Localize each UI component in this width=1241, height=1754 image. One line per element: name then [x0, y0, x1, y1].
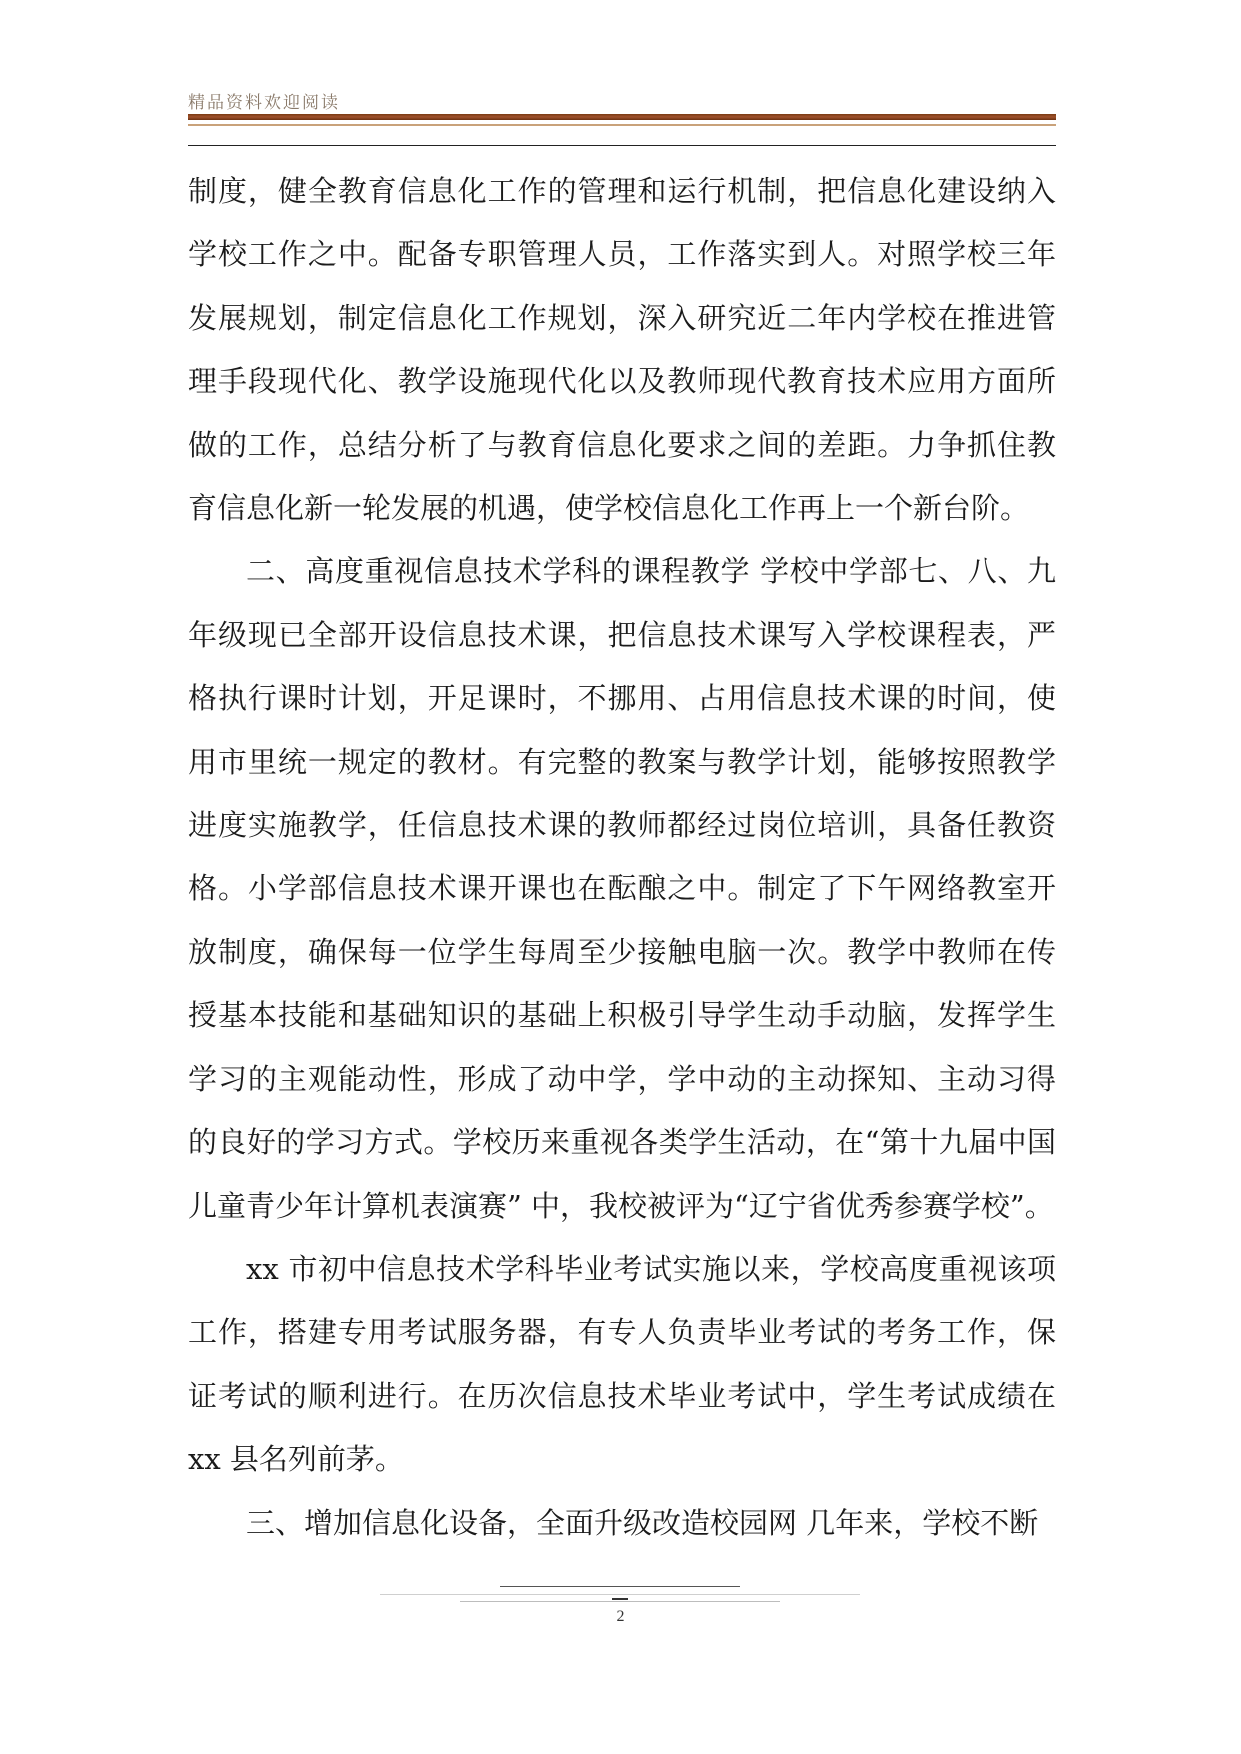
page-number: 2 [616, 1608, 625, 1625]
footer-rule-middle [380, 1594, 860, 1595]
footer-rule-top [500, 1586, 740, 1587]
header-divider-thick [188, 114, 1056, 120]
paragraph-2: 二、高度重视信息技术学科的课程教学 学校中学部七、八、九年级现已全部开设信息技术课，把信息技术课写入学校课程表，严格执行课时计划，开足课时，不挪用、占用信息技术课的时间，使用市里统一规定的教材。有完整的教案与教学计划，能够按照教学进度实施教学，任信息技术课的教师都经过岗位培训，具备任教资格。小学部信息技术课开课也在酝酿之中。制定了下午网络教室开放制度，确保每一位学生每周至少接触电脑一次。教学中教师在传授基本技能和基础知识的基础上积极引导学生动手动脑，发挥学生学习的主观能动性，形成了动中学，学中动的主动探知、主动习得的良好的学习方式。学校历来重视各类学生活动，在“第十九届中国儿童青少年计算机表演赛” 中，我校被评为“辽宁省优秀参赛学校”。 [188, 554, 1056, 1223]
paragraph-3: xx 市初中信息技术学科毕业考试实施以来，学校高度重视该项工作，搭建专用考试服务器，有专人负责毕业考试的考务工作，保证考试的顺利进行。在历次信息技术毕业考试中，学生考试成绩在 xx 县名列前茅。 [188, 1251, 1056, 1477]
footer-mark [612, 1598, 628, 1600]
paragraph-1: 制度，健全教育信息化工作的管理和运行机制，把信息化建设纳入学校工作之中。配备专职管理人员，工作落实到人。对照学校三年发展规划，制定信息化工作规划，深入研究近二年内学校在推进管理手段现代化、教学设施现代化以及教师现代教育技术应用方面所做的工作，总结分析了与教育信息化要求之间的差距。力争抓住教育信息化新一轮发展的机遇，使学校信息化工作再上一个新台阶。 [188, 174, 1056, 526]
header-title: 精品资料欢迎阅读 [188, 93, 340, 113]
document-body [188, 160, 1056, 1555]
paragraph-4: 三、增加信息化设备，全面升级改造校园网 几年来，学校不断 [246, 1505, 1039, 1540]
header-divider-thin [188, 124, 1056, 126]
footer-rule-bottom [460, 1601, 780, 1602]
header-rule [188, 145, 1056, 146]
